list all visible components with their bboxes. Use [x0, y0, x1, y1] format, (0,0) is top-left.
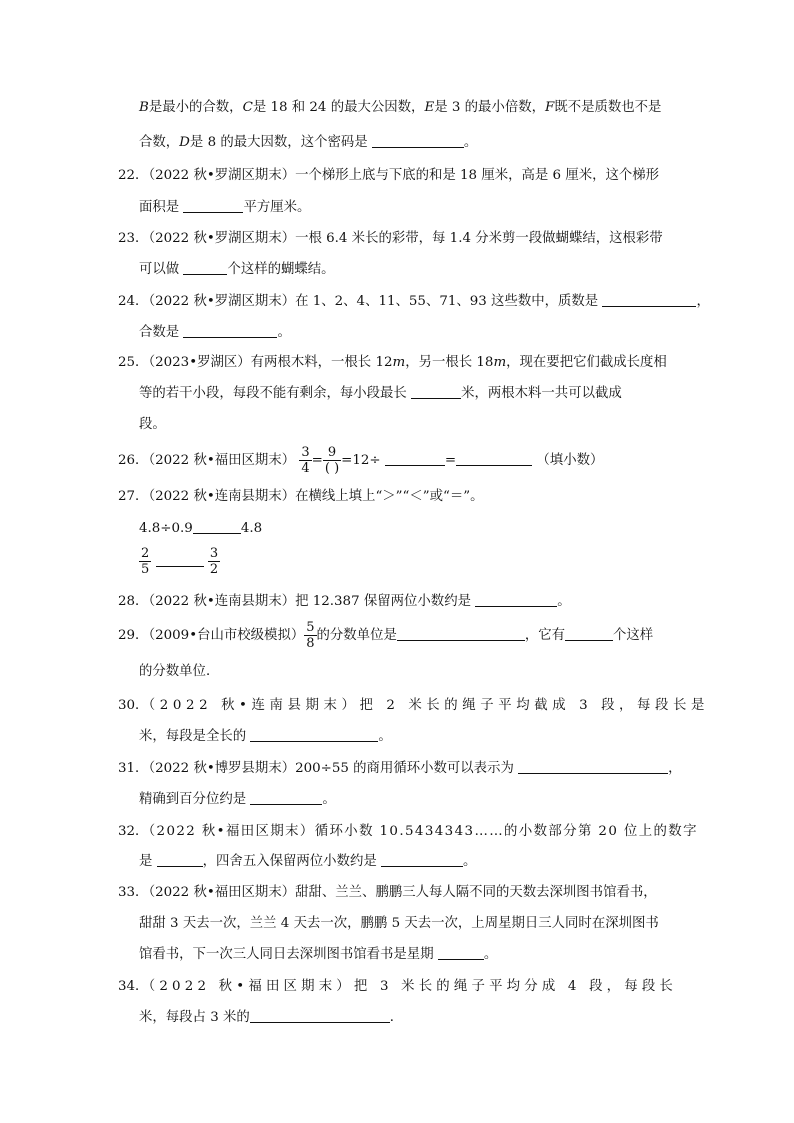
q28-line-1: 28．（2022 秋•连南县期末）把 12.387 保留两位小数约是 。: [118, 594, 571, 609]
q21-line-2: 合数，D是 8 的最大因数，这个密码是 。: [139, 135, 478, 150]
q29-unit-blank[interactable]: [397, 626, 525, 641]
q26-number: 26．: [118, 453, 149, 468]
q25-line-2: 等的若干小段，每段不能有剩余，每小段最长 米，两根木料一共可以截成: [139, 386, 622, 401]
q30-line-1: 30．（2022 秋•连南县期末）把 2 米长的绳子平均截成 3 段，每段长是: [118, 698, 710, 713]
q31-rounded-blank[interactable]: [250, 790, 322, 805]
q26-decimal-blank[interactable]: [456, 451, 532, 466]
q32-line-1: 32．（2022 秋•福田区期末）循环小数 10.5434343……的小数部分第 20 位上的数字: [118, 824, 698, 839]
q33-line-3: 馆看书，下一次三人同日去深圳图书馆看书是星期 。: [139, 947, 498, 962]
q22-line-1: 22．（2022 秋•罗湖区期末）一个梯形上底与下底的和是 18 厘米，高是 6 厘米，这个梯形: [118, 168, 660, 183]
q22-line-2: 面积是 平方厘米。: [139, 200, 311, 215]
q31-line-2: 精确到百分位约是 。: [139, 792, 336, 807]
q34-answer-blank[interactable]: [250, 1008, 390, 1023]
q33-line-2: 甜甜 3 天去一次，兰兰 4 天去一次，鹏鹏 5 天去一次，上周星期日三人同时在深圳图书: [139, 916, 659, 931]
q31-line-1: 31．（2022 秋•博罗县期末）200÷55 的商用循环小数可以表示为 ，: [118, 761, 682, 776]
q31-number: 31．: [118, 761, 149, 776]
q22-answer-blank[interactable]: [183, 198, 243, 213]
q31-recurring-blank[interactable]: [518, 759, 668, 774]
q26-fraction-9-blank: $\frac{9}{( )}$: [324, 445, 340, 476]
q29-line-1: 29．（2009•台山市校级模拟） $\frac{5}{8}$ 的分数单位是 ，它有 个这样: [118, 620, 654, 651]
q34-line-2: 米，每段占 3 米的 ．: [139, 1010, 404, 1025]
q23-line-1: 23．（2022 秋•罗湖区期末）一根 6.4 米长的彩带，每 1.4 分米剪一段做蝴蝶结，这根彩带: [118, 231, 663, 246]
q27-line-1: 27．（2022 秋•连南县期末）在横线上填上“＞”“＜”或“＝”。: [118, 489, 484, 504]
q24-line-2: 合数是 。: [139, 325, 291, 340]
q25-number: 25．: [118, 355, 149, 370]
q29-fraction-5-8: $\frac{5}{8}$: [306, 620, 315, 651]
q32-rounded-blank[interactable]: [381, 852, 463, 867]
q24-composite-blank[interactable]: [183, 323, 277, 338]
q32-line-2: 是 ，四舍五入保留两位小数约是 。: [139, 854, 477, 869]
q27-compare-blank-1[interactable]: [193, 519, 241, 534]
q21-answer-blank[interactable]: [372, 133, 464, 148]
q24-prime-blank[interactable]: [602, 292, 696, 307]
q27-line-3: [139, 546, 220, 578]
q29-line-2: 的分数单位．: [139, 664, 220, 679]
q23-number: 23．: [118, 231, 149, 246]
q28-number: 28．: [118, 594, 149, 609]
q26-divisor-blank[interactable]: [385, 451, 445, 466]
q27-fraction-2-5: $\frac{2}{5}$: [141, 546, 150, 577]
q26-line-1: 26．（2022 秋•福田区期末） $\frac{3}{4}$ = $\frac{9}{( )}$ =12÷ = （填小数）: [118, 445, 604, 476]
q23-answer-blank[interactable]: [183, 260, 227, 275]
q30-number: 30．: [118, 698, 149, 713]
q29-number: 29．: [118, 628, 149, 643]
q33-number: 33．: [118, 885, 149, 900]
q27-line-2: 4.8÷0.9 4.8: [139, 521, 263, 536]
q25-line-1: 25．（2023•罗湖区）有两根木料，一根长 12m，另一根长 18m，现在要把它们截成长度相: [118, 355, 667, 370]
q24-number: 24．: [118, 294, 149, 309]
q29-count-blank[interactable]: [565, 626, 613, 641]
q34-number: 34．: [118, 979, 149, 994]
q33-line-1: 33．（2022 秋•福田区期末）甜甜、兰兰、鹏鹏三人每人隔不同的天数去深圳图书馆看书，: [118, 885, 657, 900]
q27-compare-blank-2[interactable]: [156, 552, 204, 567]
q27-number: 27．: [118, 489, 149, 504]
q25-line-3: 段。: [139, 417, 166, 432]
q23-line-2: 可以做 个这样的蝴蝶结。: [139, 262, 335, 277]
q34-line-1: 34．（2022 秋•福田区期末）把 3 米长的绳子平均分成 4 段，每段长: [118, 979, 678, 994]
q26-fraction-3-4: $\frac{3}{4}$: [301, 445, 310, 476]
q27-fraction-3-2: $\frac{3}{2}$: [209, 546, 219, 577]
q21-line-1: B是最小的合数，C是 18 和 24 的最大公因数，E是 3 的最小倍数，F既不是质数也不是: [139, 100, 662, 115]
q32-number: 32．: [118, 824, 149, 839]
q30-line-2: 米，每段是全长的 。: [139, 729, 392, 744]
q22-number: 22．: [118, 168, 149, 183]
q24-line-1: 24．（2022 秋•罗湖区期末）在 1、2、4、11、55、71、93 这些数中，质数是 ，: [118, 294, 710, 309]
q25-length-blank[interactable]: [411, 384, 461, 399]
q33-weekday-blank[interactable]: [438, 945, 484, 960]
q30-answer-blank[interactable]: [250, 727, 378, 742]
q32-digit-blank[interactable]: [157, 852, 203, 867]
q28-answer-blank[interactable]: [475, 592, 557, 607]
